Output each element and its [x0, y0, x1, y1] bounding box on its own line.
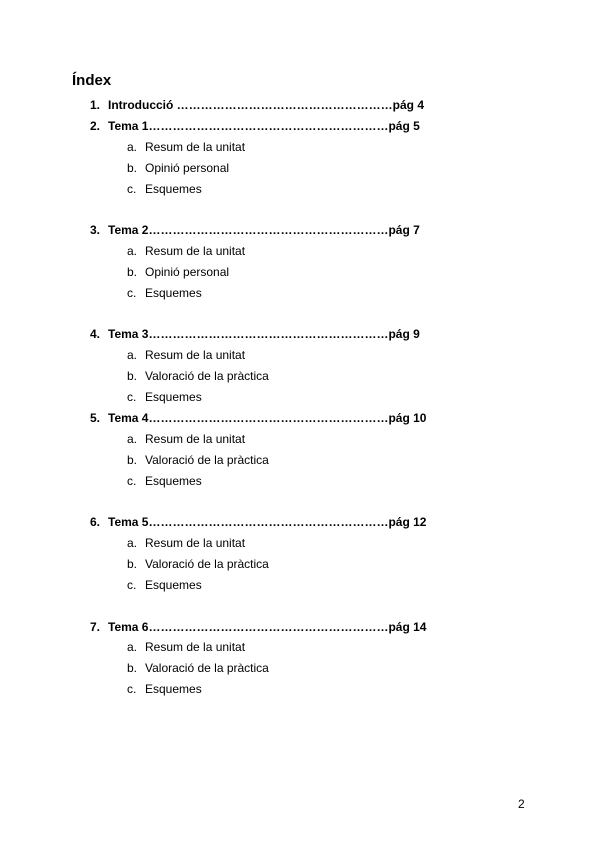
toc-subitem[interactable]	[127, 368, 269, 384]
toc-entry-tema-5[interactable]	[90, 514, 426, 530]
toc-subitem-text: Resum de la unitat	[145, 640, 246, 654]
toc-entry-title: Tema 5	[108, 515, 149, 529]
toc-entry-leader: ……………………………………………………	[148, 119, 389, 133]
toc-subitem-text: Valoració de la pràctica	[145, 557, 269, 571]
toc-subitem-text: Valoració de la pràctica	[145, 661, 269, 675]
toc-entry-number: 6.	[90, 515, 101, 529]
toc-subitem[interactable]	[127, 285, 202, 301]
toc-subitem-letter: a.	[127, 640, 138, 654]
toc-subitem[interactable]	[127, 681, 202, 697]
toc-subitem[interactable]	[127, 181, 202, 197]
toc-subitem-text: Resum de la unitat	[145, 536, 246, 550]
toc-subitem[interactable]	[127, 660, 269, 676]
toc-entry-title: Introducció	[108, 98, 177, 112]
toc-subitem[interactable]	[127, 556, 269, 572]
toc-entry-title: Tema 1	[108, 119, 149, 133]
toc-subitem-text: Resum de la unitat	[145, 140, 246, 154]
toc-subitem-letter: c.	[127, 682, 137, 696]
toc-subitem[interactable]	[127, 431, 245, 447]
toc-entry-tema-3[interactable]	[90, 326, 420, 342]
toc-entry-tema-6[interactable]	[90, 619, 426, 635]
toc-entry-leader: ……………………………………………………	[148, 411, 389, 425]
toc-subitem-text: Resum de la unitat	[145, 348, 246, 362]
toc-entry-page: pág 7	[388, 223, 420, 237]
toc-subitem-letter: a.	[127, 432, 138, 446]
toc-entry-page: pág 4	[392, 98, 425, 112]
toc-subitem[interactable]	[127, 160, 229, 176]
toc-subitem-letter: b.	[127, 453, 138, 467]
toc-entry-page: pág 5	[388, 119, 420, 133]
toc-entry-leader: ……………………………………………………	[148, 223, 389, 237]
toc-entry-leader: ……………………………………………………	[148, 620, 389, 634]
toc-subitem-letter: a.	[127, 536, 138, 550]
toc-subitem-letter: c.	[127, 286, 137, 300]
toc-entry-title: Tema 2	[108, 223, 149, 237]
toc-subitem[interactable]	[127, 347, 245, 363]
toc-subitem-text: Opinió personal	[145, 161, 230, 175]
toc-subitem-text: Opinió personal	[145, 265, 230, 279]
toc-entry-tema-2[interactable]	[90, 222, 420, 238]
toc-entry-leader: ……………………………………………………	[148, 327, 389, 341]
toc-subitem[interactable]	[127, 639, 245, 655]
toc-entry-tema-1[interactable]	[90, 118, 420, 134]
toc-subitem-letter: b.	[127, 369, 138, 383]
toc-subitem-letter: c.	[127, 474, 137, 488]
toc-subitem[interactable]	[127, 264, 229, 280]
toc-subitem-letter: c.	[127, 578, 137, 592]
toc-subitem-text: Esquemes	[145, 286, 202, 300]
toc-subitem-text: Esquemes	[145, 390, 202, 404]
toc-subitem-text: Valoració de la pràctica	[145, 369, 269, 383]
toc-entry-tema-4[interactable]	[90, 410, 426, 426]
toc-subitem[interactable]	[127, 535, 245, 551]
toc-subitem-letter: a.	[127, 140, 138, 154]
toc-subitem-text: Esquemes	[145, 474, 202, 488]
page-title: Índex	[72, 72, 112, 89]
toc-subitem[interactable]	[127, 577, 202, 593]
toc-subitem-text: Esquemes	[145, 182, 202, 196]
toc-subitem-letter: a.	[127, 348, 138, 362]
toc-entry-page: pág 12	[388, 515, 427, 529]
toc-entry-number: 4.	[90, 327, 101, 341]
toc-entry-title: Tema 4	[108, 411, 149, 425]
toc-subitem[interactable]	[127, 243, 245, 259]
toc-subitem-letter: b.	[127, 661, 138, 675]
toc-subitem[interactable]	[127, 139, 245, 155]
toc-entry-number: 5.	[90, 411, 101, 425]
toc-entry-title: Tema 3	[108, 327, 149, 341]
toc-entry-page: pág 10	[388, 411, 427, 425]
toc-subitem-text: Valoració de la pràctica	[145, 453, 269, 467]
toc-subitem-letter: c.	[127, 390, 137, 404]
toc-subitem-text: Esquemes	[145, 682, 202, 696]
toc-subitem[interactable]	[127, 389, 202, 405]
toc-subitem-letter: b.	[127, 265, 138, 279]
toc-subitem-letter: b.	[127, 161, 138, 175]
toc-subitem-letter: a.	[127, 244, 138, 258]
toc-subitem-text: Resum de la unitat	[145, 244, 246, 258]
toc-entry-introduccio[interactable]	[90, 97, 424, 113]
page-number: 2	[518, 797, 525, 811]
toc-subitem-text: Esquemes	[145, 578, 202, 592]
toc-subitem[interactable]	[127, 473, 202, 489]
toc-subitem-letter: c.	[127, 182, 137, 196]
toc-entry-title: Tema 6	[108, 620, 149, 634]
toc-entry-number: 7.	[90, 620, 101, 634]
toc-subitem-text: Resum de la unitat	[145, 432, 246, 446]
toc-entry-page: pág 9	[388, 327, 420, 341]
toc-entry-number: 3.	[90, 223, 101, 237]
toc-entry-number: 1.	[90, 98, 101, 112]
toc-entry-leader: ………………………………………………	[176, 98, 393, 112]
toc-entry-page: pág 14	[388, 620, 427, 634]
toc-subitem-letter: b.	[127, 557, 138, 571]
toc-entry-number: 2.	[90, 119, 101, 133]
toc-subitem[interactable]	[127, 452, 269, 468]
toc-entry-leader: ……………………………………………………	[148, 515, 389, 529]
